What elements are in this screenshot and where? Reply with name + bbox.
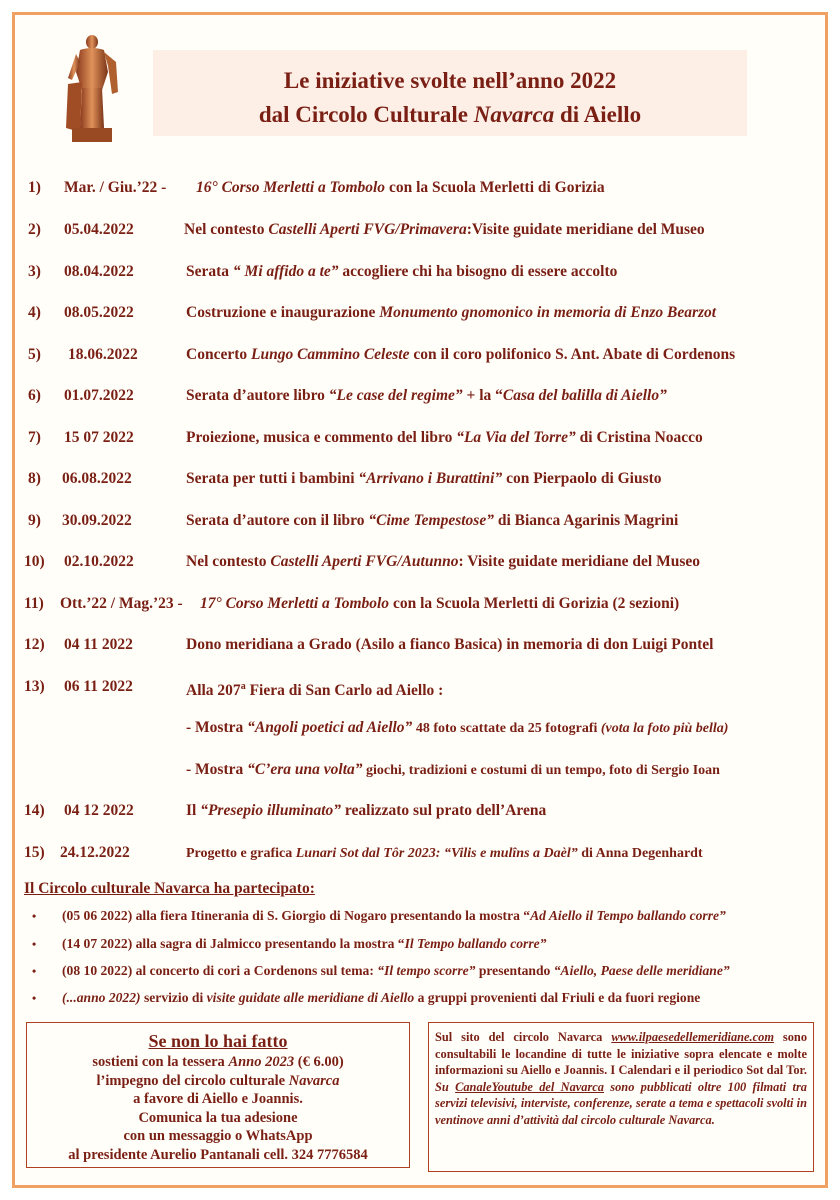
text-fragment: “ Mi affido a te” bbox=[232, 263, 339, 280]
text-fragment: “Aiello, Paese delle meridiane” bbox=[553, 963, 730, 978]
text-fragment: (05 06 2022) alla fiera Itinerania di S. Giorgio di Nogaro presentando la mostra “ bbox=[62, 908, 531, 923]
text-fragment: di Cristina Noacco bbox=[575, 429, 703, 446]
item-description bbox=[186, 384, 667, 408]
text-fragment: : Visite guidate meridiane del Museo bbox=[458, 553, 700, 570]
item-date: Mar. / Giu.’22 - bbox=[64, 179, 167, 196]
text-fragment: “Presepio illuminato” bbox=[200, 802, 342, 819]
item-description bbox=[186, 758, 720, 783]
text-fragment: Il Tempo ballando corre” bbox=[404, 936, 547, 951]
item-date: 15 07 2022 bbox=[64, 429, 134, 446]
text-fragment: con la Scuola Merletti di Gorizia (2 sezioni) bbox=[389, 595, 680, 612]
website-link[interactable]: www.ilpaesedellemeridiane.com bbox=[611, 1030, 774, 1044]
text-fragment: Casa del balilla di Aiello” bbox=[502, 387, 667, 404]
item-description bbox=[186, 509, 678, 533]
item-description bbox=[186, 799, 546, 823]
text-fragment: 17° Corso Merletti a Tombolo bbox=[200, 595, 390, 612]
item-date: 01.07.2022 bbox=[64, 387, 134, 404]
item-description bbox=[186, 841, 703, 866]
item-number: 7) bbox=[28, 429, 41, 446]
item-date: 04 12 2022 bbox=[64, 802, 134, 819]
item-description bbox=[186, 633, 713, 657]
text-fragment: con il coro polifonico S. Ant. Abate di Cordenons bbox=[409, 346, 736, 363]
item-number: 9) bbox=[28, 512, 41, 529]
membership-line: l’impegno del circolo culturale Navarca bbox=[96, 1072, 340, 1089]
bullet-icon: • bbox=[32, 937, 37, 951]
bullet-icon: • bbox=[32, 909, 37, 923]
text-fragment: di Anna Degenhardt bbox=[577, 846, 703, 861]
text-fragment: (vota la foto più bella) bbox=[600, 721, 729, 736]
text-fragment: realizzato sul prato dell’Arena bbox=[341, 802, 547, 819]
item-date: Ott.’22 / Mag.’23 - bbox=[60, 595, 183, 612]
text-fragment: Nel contesto bbox=[184, 221, 269, 238]
text-fragment: Serata per tutti i bambini bbox=[186, 470, 359, 487]
item-number: 6) bbox=[28, 387, 41, 404]
item-number: 8) bbox=[28, 470, 41, 487]
item-number: 5) bbox=[28, 346, 41, 363]
participation-text bbox=[62, 988, 700, 1008]
item-description bbox=[186, 301, 716, 325]
text-fragment: (14 07 2022) alla sagra di Jalmicco presentando la mostra “ bbox=[62, 936, 405, 951]
item-date: 06 11 2022 bbox=[64, 678, 133, 695]
text-fragment: Lunari Sot dal Tôr 2023: “Vilis e mulîns a Daèl” bbox=[295, 846, 578, 861]
text-fragment: Proiezione, musica e commento del libro bbox=[186, 429, 457, 446]
membership-line: sostieni con la tessera Anno 2023 (€ 6.00) bbox=[92, 1054, 344, 1070]
text-fragment: “Angoli poetici ad Aiello” bbox=[247, 719, 413, 736]
item-description bbox=[186, 467, 662, 491]
item-description bbox=[186, 675, 443, 703]
bullet-icon: • bbox=[32, 991, 37, 1005]
item-date: 30.09.2022 bbox=[62, 512, 132, 529]
website-info-box: Sul sito del circolo Navarca www.ilpaesedellemeridiane.com sono consultabili le locandine di tutte le iniziative sopra elencate e molte informazioni su Aiello e Joannis. I Calendari e il periodico Sot dal Tor. Su CanaleYoutube del Navarca sono pubblicati oltre 100 filmati tra servizi televisivi, interviste, conferenze, serate a tema e spettacoli svolti in ventinove anni d’attività dal circolo culturale Navarca. bbox=[428, 1022, 814, 1172]
text-fragment: servizio di bbox=[140, 990, 207, 1005]
membership-contact: al presidente Aurelio Pantanali cell. 324 7776584 bbox=[68, 1146, 368, 1163]
text-fragment: “Cime Tempestose” bbox=[368, 512, 494, 529]
text-fragment: Lungo Cammino Celeste bbox=[251, 346, 410, 363]
text-fragment: Serata bbox=[186, 263, 233, 280]
text-fragment: “C’era una volta” bbox=[247, 761, 363, 778]
membership-box bbox=[26, 1022, 410, 1168]
item-number: 15) bbox=[24, 844, 45, 861]
membership-heading: Se non lo hai fatto bbox=[148, 1031, 288, 1051]
item-number: 13) bbox=[24, 678, 45, 695]
youtube-channel-link[interactable]: CanaleYoutube del Navarca bbox=[455, 1079, 604, 1094]
text-fragment: “Arrivano i Burattini” bbox=[358, 470, 503, 487]
text-fragment: “La Via del Torre” bbox=[456, 429, 576, 446]
participation-heading: Il Circolo culturale Navarca ha partecipato: bbox=[24, 880, 315, 897]
item-description bbox=[186, 426, 703, 450]
page-title-box bbox=[153, 50, 747, 136]
participation-text bbox=[62, 906, 726, 926]
text-fragment: - Mostra bbox=[186, 719, 248, 736]
text-fragment: Progetto e grafica bbox=[186, 846, 296, 861]
item-date: 08.04.2022 bbox=[64, 263, 134, 280]
membership-line: Comunica la tua adesione bbox=[138, 1109, 298, 1126]
text-fragment: Monumento gnomonico in memoria di Enzo Bearzot bbox=[379, 304, 717, 321]
item-date: 05.04.2022 bbox=[64, 221, 134, 238]
item-date: 02.10.2022 bbox=[64, 553, 134, 570]
bullet-icon: • bbox=[32, 964, 37, 978]
participation-text bbox=[62, 961, 730, 981]
item-number: 1) bbox=[28, 179, 41, 196]
item-description bbox=[186, 343, 735, 367]
text-fragment: Serata d’autore con il libro bbox=[186, 512, 369, 529]
text-fragment: Nel contesto bbox=[186, 553, 271, 570]
text-fragment: “Il tempo scorre” bbox=[377, 963, 476, 978]
text-fragment: (...anno 2022) bbox=[62, 990, 141, 1005]
text-fragment: Serata d’autore libro bbox=[186, 387, 329, 404]
item-description bbox=[186, 716, 728, 741]
text-fragment: giochi, tradizioni e costumi di un tempo, foto di Sergio Ioan bbox=[362, 763, 720, 778]
item-date: 06.08.2022 bbox=[62, 470, 132, 487]
roman-statue-illustration bbox=[58, 32, 126, 144]
item-number: 12) bbox=[24, 636, 45, 653]
item-number: 2) bbox=[28, 221, 41, 238]
text-fragment: 48 foto scattate da 25 fotografi bbox=[412, 721, 601, 736]
item-number: 10) bbox=[24, 553, 45, 570]
text-fragment: Concerto bbox=[186, 346, 251, 363]
text-fragment: con Pierpaolo di Giusto bbox=[502, 470, 662, 487]
item-number: 4) bbox=[28, 304, 41, 321]
text-fragment: + la “ bbox=[462, 387, 503, 404]
item-description bbox=[196, 176, 605, 200]
text-fragment: Costruzione e inaugurazione bbox=[186, 304, 380, 321]
text-fragment: Castelli Aperti FVG/Autunno bbox=[270, 553, 459, 570]
membership-line: a favore di Aiello e Joannis. bbox=[133, 1091, 303, 1107]
text-fragment: accogliere chi ha bisogno di essere accolto bbox=[338, 263, 618, 280]
item-date: 18.06.2022 bbox=[68, 346, 138, 363]
item-description bbox=[186, 550, 700, 574]
item-date: 08.05.2022 bbox=[64, 304, 134, 321]
item-date: 04 11 2022 bbox=[64, 636, 133, 653]
item-description bbox=[184, 218, 705, 242]
text-fragment: Ad Aiello il Tempo ballando corre” bbox=[530, 908, 726, 923]
text-fragment: presentando bbox=[475, 963, 554, 978]
item-number: 3) bbox=[28, 263, 41, 280]
text-fragment: Castelli Aperti FVG/Primavera bbox=[268, 221, 467, 238]
text-fragment: Alla 207 bbox=[186, 682, 241, 700]
text-fragment: “Le case del regime” bbox=[328, 387, 463, 404]
text-fragment: Il bbox=[186, 802, 201, 819]
text-fragment: (08 10 2022) al concerto di cori a Cordenons sul tema: bbox=[62, 963, 378, 978]
text-fragment: di Bianca Agarinis Magrini bbox=[493, 512, 679, 529]
page-title-line2: dal Circolo Culturale Navarca di Aiello bbox=[258, 102, 642, 127]
page-title-line1: Le iniziative svolte nell’anno 2022 bbox=[283, 68, 617, 93]
participation-text bbox=[62, 934, 546, 954]
item-number: 11) bbox=[24, 595, 44, 612]
text-fragment: visite guidate alle meridiane di Aiello bbox=[206, 990, 415, 1005]
text-fragment: con la Scuola Merletti di Gorizia bbox=[385, 179, 605, 196]
item-description bbox=[200, 592, 679, 616]
text-fragment: a gruppi provenienti dal Friuli e da fuori regione bbox=[414, 990, 701, 1005]
membership-line: con un messaggio o WhatsApp bbox=[123, 1128, 313, 1144]
text-fragment: a bbox=[240, 681, 246, 692]
item-description bbox=[186, 260, 617, 284]
item-number: 14) bbox=[24, 802, 45, 819]
text-fragment: - Mostra bbox=[186, 761, 248, 778]
item-date: 24.12.2022 bbox=[60, 844, 130, 861]
text-fragment: Dono meridiana a Grado (Asilo a fianco Basica) in memoria di don Luigi Pontel bbox=[186, 636, 714, 653]
text-fragment: :Visite guidate meridiane del Museo bbox=[466, 221, 705, 238]
text-fragment: Fiera di San Carlo ad Aiello : bbox=[245, 682, 444, 700]
text-fragment: 16° Corso Merletti a Tombolo bbox=[196, 179, 386, 196]
